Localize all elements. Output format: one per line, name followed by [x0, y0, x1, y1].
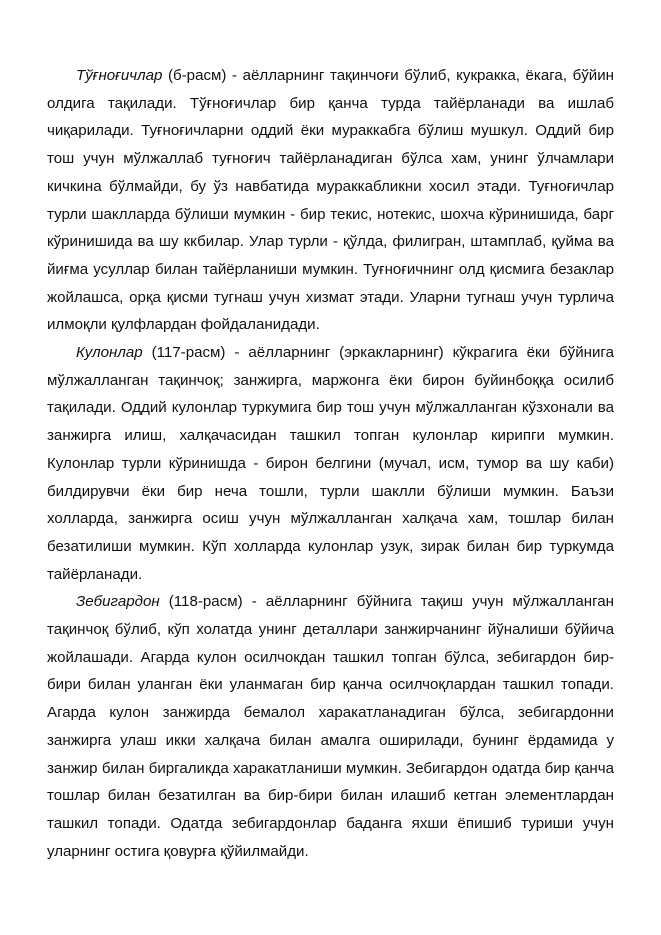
term-pendants: Кулонлар: [76, 344, 143, 362]
paragraph-text: (б-расм) - аёлларнинг тақинчоғи бўлиб, кукракка, ёкага, бўйин олдига тақилади. Тўғноғичлар бир қанча турда тайёрланади ва ишлаб чиқарилади. Туғноғичларни оддий ёки мураккабга бўлиш мушкул. Оддий бир тош учун мўлжаллаб туғноғич тайёрланадиган бўлса хам, унинг ўлчамлари кичкина бўлмайди, бу ўз навбатида мураккабликни хосил этади. Туғноғичлар турли шаклларда бўлиши мумкин - бир текис, нотекис, шохча кўринишида, барг кўринишида ва шу ккбилар. Улар турли - қўлда, филигран, штамплаб, қуйма ва йиғма усуллар билан тайёрланиши мумкин. Туғноғичнинг олд қисмига безаклар жойлашса, орқа қисми тугнаш учун хизмат этади. Уларни тугнаш учун турлича илмоқли қулфлардан фойдаланидади.: [47, 67, 614, 334]
paragraph-text: (118-расм) - аёлларнинг бўйнига тақиш учун мўлжалланган тақинчоқ бўлиб, кўп холатда унинг деталлари занжирчанинг йўналиши бўйича жойлашади. Агарда кулон осилчокдан ташкил топган бўлса, зебигардон бир-бири билан уланган ёки уланмаган бир қанча осилчоқлардан ташкил топади. Агарда кулон занжирда бемалол харакатланадиган бўлса, зебигардонни занжирга улаш икки халқача билан амалга оширилади, бунинг ёрдамида у занжир билан биргаликда харакатланиши мумкин. Зебигардон одатда бир қанча тошлар билан безатилган ва бир-бири билан илашиб кетган элементлардан ташкил топади. Одатда зебигардонлар баданга яхши ёпишиб туриши учун уларнинг остига қовурға қўйилмайди.: [47, 593, 614, 860]
term-zebigardon: Зебигардон: [76, 593, 160, 611]
paragraph-zebigardon: [47, 588, 614, 865]
paragraph-brooches: [47, 62, 614, 339]
term-brooches: Тўғноғичлар: [76, 67, 163, 84]
paragraph-pendants: [47, 339, 614, 588]
paragraph-text: (117-расм) - аёлларнинг (эркакларнинг) кўкрагига ёки бўйнига мўлжалланган тақинчоқ; занжирга, маржонга ёки бирон буйинбоққа осилиб тақилади. Оддий кулонлар туркумига бир тош учун мўлжалланган кўзхонали ва занжирга илиш, халқачасидан ташкил топган кулонлар кирипги мумкин. Кулонлар турли кўринишда - бирон белгини (мучал, исм, тумор ва шу каби) билдирувчи ёки бир неча тошли, турли шаклли бўлиши мумкин. Баъзи холларда, занжирга осиш учун мўлжалланган халқача хам, тошлар билан безатилиши мумкин. Кўп холларда кулонлар узук, зирак билан бир туркумда тайёрланади.: [47, 344, 614, 583]
